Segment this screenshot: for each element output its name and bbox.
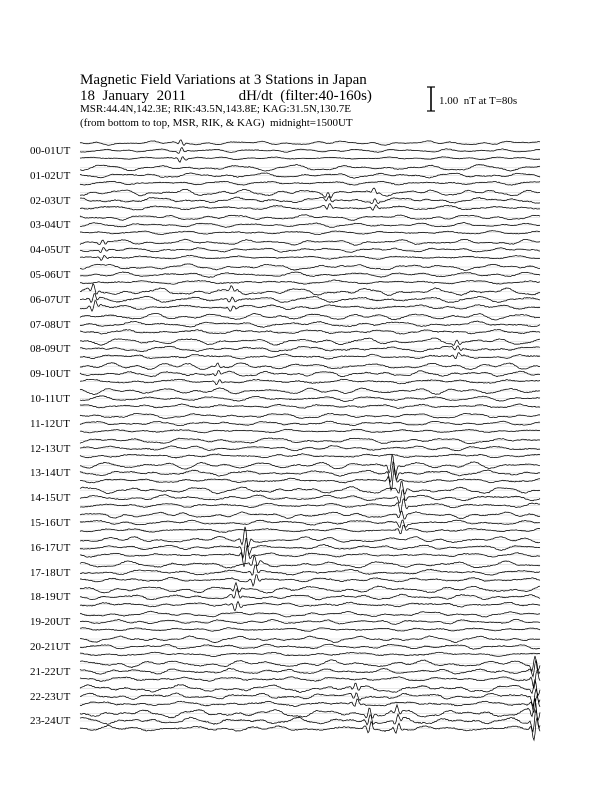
hour-trace-group <box>80 239 540 260</box>
hour-trace-group <box>80 284 540 311</box>
station-order-note: (from bottom to top, MSR, RIK, & KAG) midnight=1500UT <box>80 117 353 129</box>
hour-trace-group <box>80 164 540 185</box>
hour-trace-group <box>80 264 540 284</box>
station-trace <box>80 379 540 384</box>
station-trace <box>80 140 540 146</box>
hour-trace-group <box>80 313 540 334</box>
hour-label: 00-01UT <box>30 145 71 157</box>
station-trace <box>80 520 540 528</box>
hour-label: 18-19UT <box>30 591 71 604</box>
station-trace <box>80 679 540 695</box>
station-trace <box>80 438 540 444</box>
hour-trace-group <box>80 511 540 534</box>
hour-label: 12-13UT <box>30 442 71 455</box>
hour-label: 11-12UT <box>30 417 70 430</box>
hour-trace-group <box>80 388 540 408</box>
hour-label: 01-02UT <box>30 169 71 182</box>
station-trace <box>80 455 540 475</box>
station-trace <box>80 556 540 568</box>
station-trace <box>80 575 540 586</box>
station-coordinates: MSR:44.4N,142.3E; RIK:43.5N,143.8E; KAG:31.5N,130.7E <box>80 103 352 115</box>
station-trace <box>80 589 540 600</box>
hour-label: 17-18UT <box>30 566 71 579</box>
hour-trace-group <box>80 215 540 235</box>
station-trace <box>80 301 540 312</box>
station-trace <box>80 294 540 303</box>
hour-label: 22-23UT <box>30 690 71 703</box>
chart-title-text: Magnetic Field Variations at 3 Stations in Japan <box>80 72 367 88</box>
hour-label: 19-20UT <box>30 616 71 629</box>
hour-label: 21-22UT <box>30 665 71 678</box>
hour-trace-group <box>80 188 540 210</box>
hour-trace-group <box>80 583 540 611</box>
hour-trace-group <box>80 527 540 567</box>
hour-trace-group <box>80 363 540 385</box>
station-trace <box>80 255 540 260</box>
hour-label: 06-07UT <box>30 293 71 306</box>
hour-label: 14-15UT <box>30 492 71 505</box>
hour-label: 23-24UT <box>30 715 71 728</box>
hour-label: 02-03UT <box>30 194 71 207</box>
station-trace <box>80 583 540 593</box>
station-trace <box>80 346 540 352</box>
station-trace <box>80 698 540 720</box>
hour-trace-group <box>80 656 540 688</box>
hour-label: 15-16UT <box>30 517 71 529</box>
station-trace <box>80 338 540 345</box>
station-trace <box>80 157 540 162</box>
chart-date: 18 January 2011 <box>80 88 187 104</box>
hour-trace-group <box>80 455 540 491</box>
hour-trace-group <box>80 413 540 432</box>
station-trace <box>80 636 540 643</box>
hour-label: 16-17UT <box>30 541 71 554</box>
hour-trace-group <box>80 481 540 512</box>
station-trace <box>80 248 540 253</box>
hour-trace-group <box>80 438 540 458</box>
hour-trace-group <box>80 140 540 162</box>
station-trace <box>80 490 540 503</box>
hour-label: 05-06UT <box>30 269 71 281</box>
station-trace <box>80 696 540 713</box>
station-trace <box>80 284 540 296</box>
station-trace <box>80 601 540 610</box>
station-trace <box>80 656 540 671</box>
hour-trace-group <box>80 636 540 657</box>
station-trace <box>80 481 540 494</box>
station-trace <box>80 181 540 185</box>
hour-label: 20-21UT <box>30 641 71 653</box>
hour-trace-group <box>80 338 540 359</box>
station-trace <box>80 388 540 395</box>
hour-trace-group <box>80 679 540 712</box>
hour-label: 09-10UT <box>30 368 71 381</box>
station-trace <box>80 147 540 153</box>
hour-trace-group <box>80 611 540 631</box>
station-trace <box>80 525 540 534</box>
station-trace <box>80 204 540 211</box>
station-trace <box>80 353 540 360</box>
station-trace <box>80 527 540 547</box>
hour-label: 08-09UT <box>30 343 71 356</box>
station-trace <box>80 188 540 198</box>
hour-label: 07-08UT <box>30 318 71 331</box>
hour-trace-group <box>80 556 540 586</box>
station-trace <box>80 421 540 425</box>
chart-quantity: dH/dt (filter:40-160s) <box>238 88 372 104</box>
station-trace <box>80 196 540 203</box>
scale-label: 1.00 nT at T=80s <box>439 95 518 107</box>
hour-label: 10-11UT <box>30 393 70 405</box>
hour-label: 13-14UT <box>30 467 71 480</box>
hour-label: 03-04UT <box>30 219 71 232</box>
hour-label: 04-05UT <box>30 244 71 257</box>
